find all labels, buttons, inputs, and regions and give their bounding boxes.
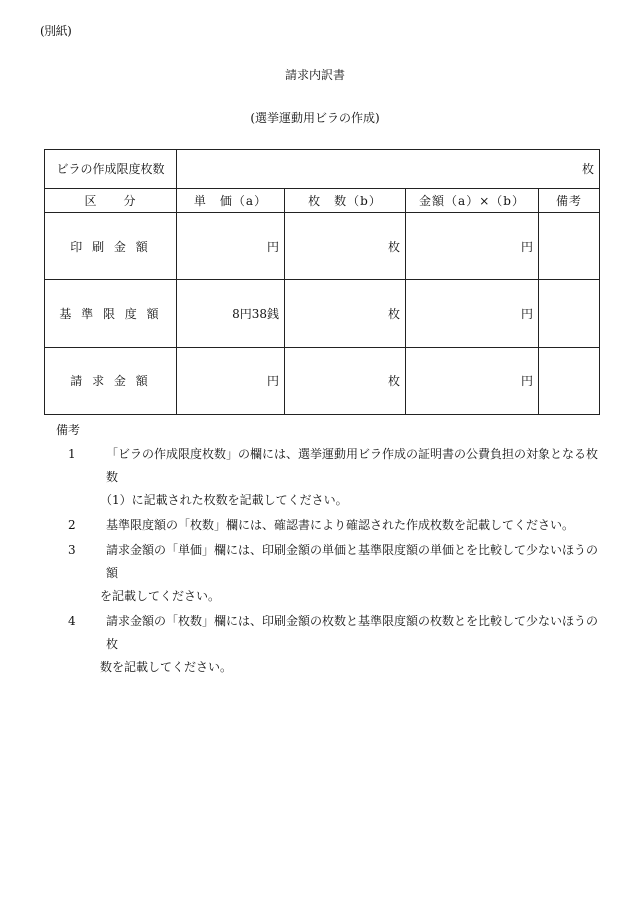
header-count: 枚 数（b）: [285, 188, 406, 212]
note-text: [90, 539, 606, 608]
unit-price-cell[interactable]: 円: [177, 213, 285, 280]
limit-unit: 枚: [582, 162, 595, 177]
note-line-continued: 数を記載してください。: [100, 660, 233, 674]
note-text: [90, 610, 606, 679]
note-item: [54, 443, 606, 512]
note-number: 4: [68, 614, 76, 628]
row-label: 印 刷 金 額: [45, 213, 177, 280]
note-line: 請求金額の「単価」欄には、印刷金額の単価と基準限度額の単価とを比較して少ないほうの額: [106, 543, 599, 580]
note-line: 基準限度額の「枚数」欄には、確認書により確認された作成枚数を記載してください。: [106, 518, 575, 532]
remarks-cell[interactable]: [539, 280, 600, 347]
note-text: [90, 443, 606, 512]
amount-cell[interactable]: 円: [406, 280, 539, 347]
note-line: 「ビラの作成限度枚数」の欄には、選挙運動用ビラ作成の証明書の公費負担の対象となる枚数: [106, 447, 599, 484]
table-row-print-amount: [45, 213, 600, 280]
notes-section: [54, 421, 606, 681]
table-row-claim-amount: [45, 347, 600, 414]
note-item: [54, 610, 606, 679]
row-label: 基 準 限 度 額: [45, 280, 177, 347]
page-title: 請求内訳書: [284, 68, 345, 82]
header-amount: 金額（a）×（b）: [406, 188, 539, 212]
amount-cell[interactable]: 円: [406, 347, 539, 414]
note-line: 請求金額の「枚数」欄には、印刷金額の枚数と基準限度額の枚数とを比較して少ないほうの枚: [106, 614, 599, 651]
note-line-continued: （1）に記載された枚数を記載してください。: [100, 493, 348, 507]
count-cell[interactable]: 枚: [285, 213, 406, 280]
remarks-cell[interactable]: [539, 347, 600, 414]
limit-value-cell[interactable]: [177, 150, 600, 189]
count-cell[interactable]: 枚: [285, 347, 406, 414]
table-row-standard-limit: [45, 280, 600, 347]
note-line-continued: を記載してください。: [100, 589, 221, 603]
note-number: 1: [68, 447, 76, 461]
unit-price-cell: 8円38銭: [177, 280, 285, 347]
count-cell[interactable]: 枚: [285, 280, 406, 347]
note-number: 3: [68, 543, 76, 557]
limit-label: [45, 150, 177, 189]
remarks-cell[interactable]: [539, 213, 600, 280]
table-header-row: [45, 188, 600, 212]
attachment-label: (別紙): [40, 24, 72, 38]
limit-row: [45, 150, 600, 189]
limit-label-text: ビラの作成限度枚数: [56, 162, 165, 177]
note-item: [54, 514, 606, 537]
note-number: 2: [68, 518, 76, 532]
header-remarks: 備考: [539, 188, 600, 212]
note-item: [54, 539, 606, 608]
page-subtitle: (選挙運動用ビラの作成): [250, 111, 380, 125]
unit-price-cell[interactable]: 円: [177, 347, 285, 414]
notes-title: 備考: [56, 423, 81, 437]
row-label: 請 求 金 額: [45, 347, 177, 414]
header-unit-price: 単 価（a）: [177, 188, 285, 212]
amount-cell[interactable]: 円: [406, 213, 539, 280]
invoice-breakdown-table: [44, 149, 600, 415]
header-category: 区 分: [45, 188, 177, 212]
note-text: [90, 514, 606, 537]
